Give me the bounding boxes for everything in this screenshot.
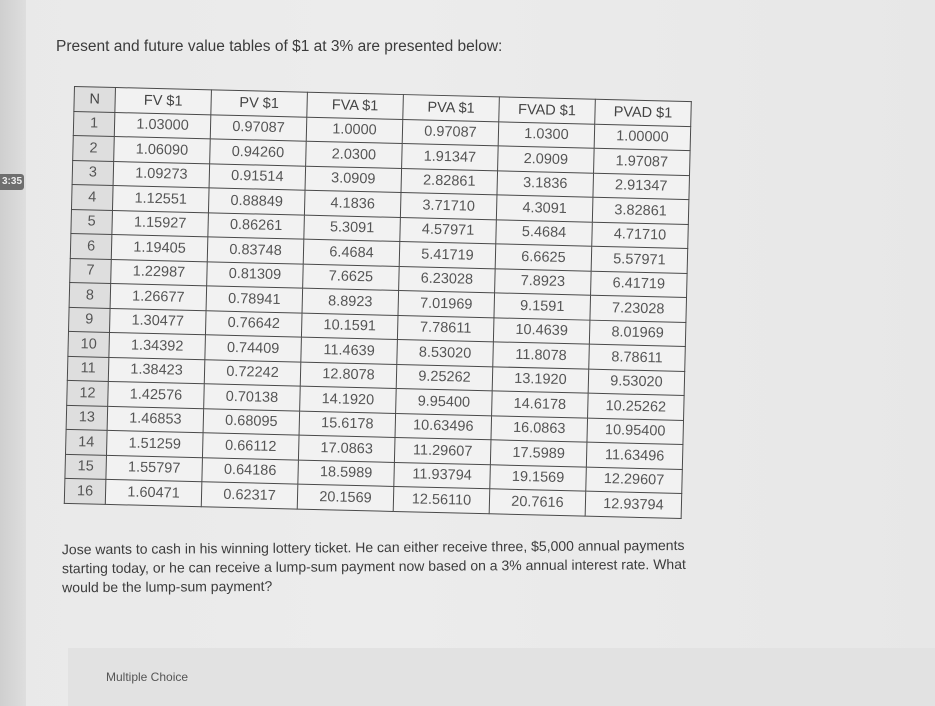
table-cell: 6.4684 [303, 239, 400, 266]
row-number-cell: 2 [73, 135, 115, 160]
table-cell: 7.8923 [495, 268, 592, 295]
table-cell: 2.82861 [401, 168, 498, 195]
table-cell: 13.1920 [492, 366, 589, 393]
table-cell: 18.5989 [298, 460, 395, 487]
table-cell: 0.97087 [402, 119, 499, 146]
table-cell: 0.66112 [202, 433, 299, 460]
table-cell: 0.88849 [208, 188, 305, 215]
table-cell: 1.46853 [107, 406, 204, 433]
row-number-cell: 14 [66, 429, 108, 454]
table-cell: 0.74409 [205, 335, 302, 362]
row-number-cell: 4 [71, 184, 113, 209]
table-cell: 12.8078 [300, 362, 397, 389]
table-cell: 0.86261 [208, 212, 305, 239]
table-cell: 19.1569 [490, 464, 587, 491]
table-cell: 20.7616 [489, 489, 586, 516]
table-cell: 8.78611 [589, 344, 686, 371]
table-cell: 1.51259 [106, 430, 203, 457]
table-cell: 3.1836 [497, 170, 594, 197]
row-number-cell: 10 [68, 331, 110, 356]
table-cell: 4.57971 [400, 217, 497, 244]
table-cell: 10.25262 [588, 393, 685, 420]
table-cell: 1.91347 [402, 144, 499, 171]
header-pva: PVA $1 [403, 95, 500, 122]
table-cell: 15.6178 [299, 411, 396, 438]
table-cell: 1.55797 [106, 455, 203, 482]
table-cell: 3.0909 [305, 166, 402, 193]
left-strip [0, 0, 26, 706]
table-cell: 6.23028 [399, 266, 496, 293]
table-cell: 1.15927 [112, 210, 209, 237]
header-pv: PV $1 [211, 90, 308, 117]
table-cell: 0.68095 [203, 408, 300, 435]
table-cell: 0.76642 [205, 310, 302, 337]
side-tag: 3:35 [0, 174, 24, 190]
table-cell: 11.63496 [586, 442, 683, 469]
table-cell: 7.6625 [303, 264, 400, 291]
table-cell: 6.41719 [591, 271, 688, 298]
table-cell: 0.78941 [206, 286, 303, 313]
table-cell: 0.97087 [210, 114, 307, 141]
table-cell: 12.56110 [393, 486, 490, 513]
table-cell: 2.0300 [306, 141, 403, 168]
table-cell: 16.0863 [491, 415, 588, 442]
row-number-cell: 15 [65, 454, 107, 479]
table-cell: 11.29607 [394, 437, 491, 464]
row-number-cell: 8 [69, 282, 111, 307]
table-cell: 10.4639 [493, 317, 590, 344]
table-cell: 9.53020 [588, 369, 685, 396]
table-cell: 10.1591 [301, 313, 398, 340]
table-cell: 3.71710 [400, 193, 497, 220]
table-cell: 14.1920 [300, 386, 397, 413]
table-cell: 11.4639 [301, 337, 398, 364]
table-cell: 1.97087 [594, 148, 691, 175]
table-cell: 7.78611 [397, 315, 494, 342]
table-cell: 1.19405 [111, 234, 208, 261]
table-cell: 2.91347 [593, 173, 690, 200]
table-cell: 5.41719 [399, 242, 496, 269]
table-cell: 7.23028 [590, 295, 687, 322]
table-cell: 1.0000 [306, 117, 403, 144]
table-cell: 5.4684 [496, 219, 593, 246]
table-cell: 4.3091 [496, 195, 593, 222]
table-cell: 8.53020 [397, 339, 494, 366]
table-cell: 5.57971 [591, 246, 688, 273]
table-cell: 1.06090 [114, 136, 211, 163]
row-number-cell: 7 [70, 258, 112, 283]
table-cell: 9.1591 [494, 293, 591, 320]
header-pvad: PVAD $1 [595, 99, 692, 126]
table-cell: 0.91514 [209, 163, 306, 190]
table-cell: 11.8078 [493, 342, 590, 369]
table-cell: 17.0863 [298, 435, 395, 462]
table-cell: 1.00000 [594, 124, 691, 151]
table-body [64, 111, 690, 518]
table-cell: 1.09273 [113, 161, 210, 188]
table-cell: 12.29607 [586, 467, 683, 494]
table-cell: 9.95400 [396, 388, 493, 415]
table-cell: 6.6625 [495, 244, 592, 271]
question-text: Jose wants to cash in his winning lottery ticket. He can either receive three, $5,000 annual payments starting today, or he can receive a lump-sum payment now based on a 3% annual interest rate. What would be the lump-sum payment? [61, 536, 686, 596]
table-cell: 1.34392 [109, 332, 206, 359]
table-cell: 0.81309 [207, 261, 304, 288]
table-cell: 1.60471 [105, 479, 202, 506]
table-cell: 4.71710 [592, 222, 689, 249]
header-n: N [74, 87, 116, 112]
multiple-choice-panel [68, 648, 935, 706]
table-cell: 2.0909 [498, 146, 595, 173]
table-cell: 1.03000 [114, 112, 211, 139]
row-number-cell: 13 [66, 405, 108, 430]
table-cell: 1.22987 [111, 259, 208, 286]
table-cell: 5.3091 [304, 215, 401, 242]
table-cell: 1.38423 [108, 357, 205, 384]
row-number-cell: 12 [67, 380, 109, 405]
header-fva: FVA $1 [307, 92, 404, 119]
table-cell: 10.95400 [587, 418, 684, 445]
table-cell: 1.30477 [109, 308, 206, 335]
table-cell: 8.01969 [589, 320, 686, 347]
table-cell: 8.8923 [302, 288, 399, 315]
multiple-choice-label: Multiple Choice [106, 670, 189, 684]
table-cell: 10.63496 [395, 413, 492, 440]
header-fv: FV $1 [115, 88, 212, 115]
table-cell: 1.42576 [108, 381, 205, 408]
table-cell: 3.82861 [592, 197, 689, 224]
table-cell: 12.93794 [585, 491, 682, 518]
table-cell: 0.70138 [204, 384, 301, 411]
table-cell: 9.25262 [396, 364, 493, 391]
table-cell: 14.6178 [492, 391, 589, 418]
table-cell: 7.01969 [398, 290, 495, 317]
table-cell: 0.62317 [201, 482, 298, 509]
table-cell: 1.12551 [112, 185, 209, 212]
row-number-cell: 1 [73, 111, 115, 136]
row-number-cell: 16 [64, 478, 106, 503]
table-cell: 17.5989 [490, 440, 587, 467]
table-cell: 1.26677 [110, 283, 207, 310]
header-fvad: FVAD $1 [499, 97, 596, 124]
intro-text: Present and future value tables of $1 at 3% are presented below: [56, 38, 503, 55]
table-cell: 20.1569 [297, 484, 394, 511]
table-cell: 0.64186 [202, 457, 299, 484]
table-cell: 0.94260 [210, 139, 307, 166]
value-table-wrapper [64, 86, 692, 518]
value-table [64, 86, 692, 518]
table-cell: 1.0300 [498, 121, 595, 148]
row-number-cell: 5 [71, 209, 113, 234]
row-number-cell: 6 [70, 233, 112, 258]
table-cell: 4.1836 [304, 190, 401, 217]
row-number-cell: 3 [72, 160, 114, 185]
table-cell: 0.72242 [204, 359, 301, 386]
table-cell: 0.83748 [207, 237, 304, 264]
row-number-cell: 9 [69, 307, 111, 332]
table-cell: 11.93794 [394, 462, 491, 489]
row-number-cell: 11 [67, 356, 109, 381]
